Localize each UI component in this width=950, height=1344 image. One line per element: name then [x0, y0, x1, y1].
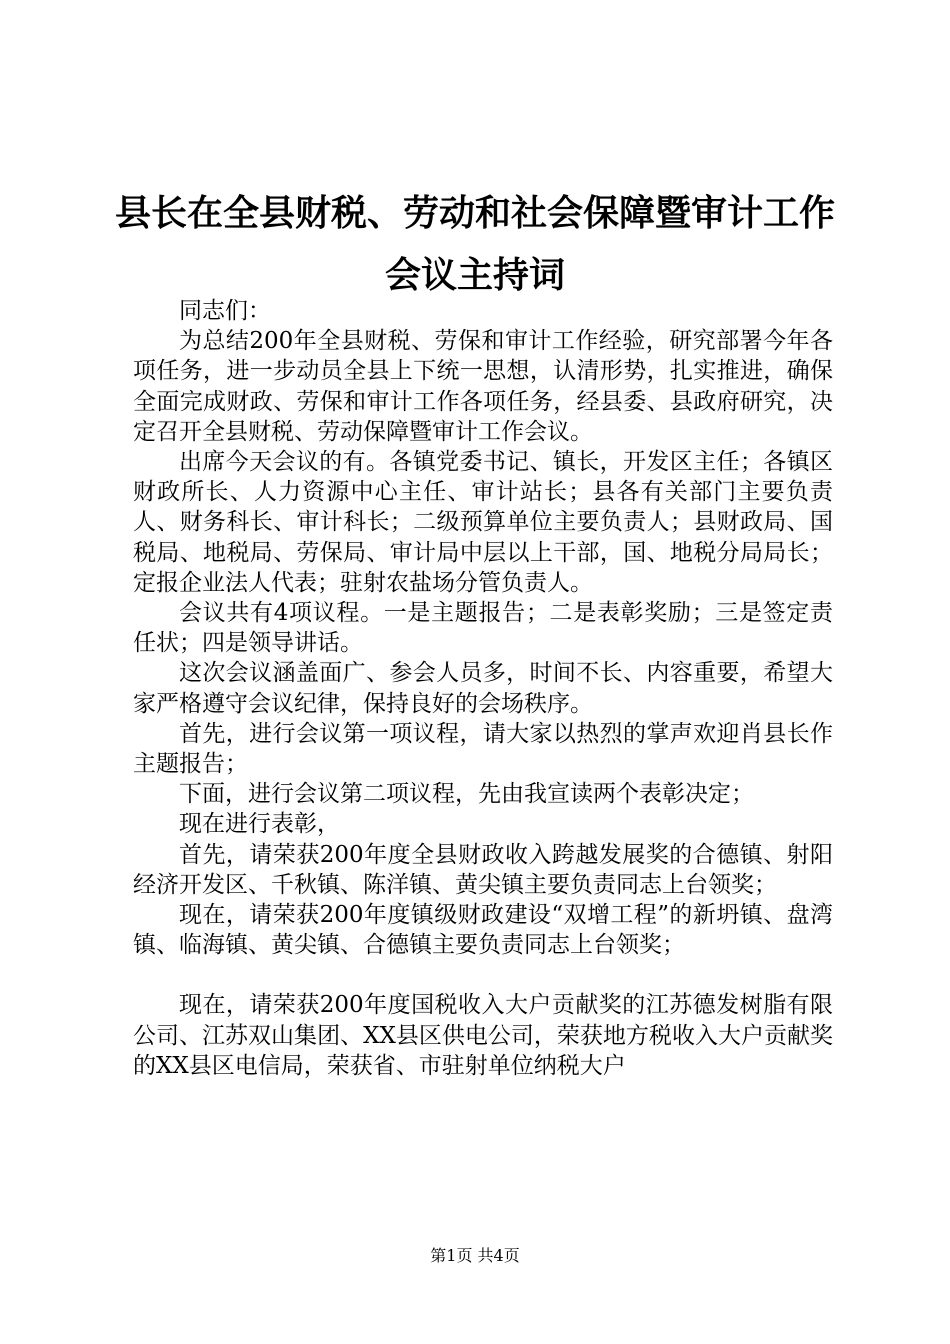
paragraph: 出席今天会议的有。各镇党委书记、镇长，开发区主任；各镇区财政所长、人力资源中心主任、审计站长；县各有关部门主要负责人、财务科长、审计科长；二级预算单位主要负责人；县财政局、国税局、地税局、劳保局、审计局中层以上干部，国、地税分局局长；定报企业法人代表；驻射农盐场分管负责人。 — [133, 449, 833, 596]
paragraph: 现在，请荣获200年度国税收入大户贡献奖的江苏德发树脂有限公司、江苏双山集团、XX县区供电公司，荣获地方税收入大户贡献奖的XX县区电信局，荣获省、市驻射单位纳税大户 — [133, 992, 833, 1079]
paragraph-salutation: 同志们： — [179, 298, 271, 324]
document-body — [133, 296, 833, 1081]
paragraph: 这次会议涵盖面广、参会人员多，时间不长、内容重要，希望大家严格遵守会议纪律，保持良好的会场秩序。 — [133, 660, 833, 717]
paragraph: 现在进行表彰， — [179, 811, 340, 838]
paragraph: 为总结200年全县财税、劳保和审计工作经验，研究部署今年各项任务，进一步动员全县上下统一思想，认清形势，扎实推进，确保全面完成财政、劳保和审计工作各项任务，经县委、县政府研究，决定召开全县财税、劳动保障暨审计工作会议。 — [133, 328, 833, 445]
title-line-2: 会议主持词 — [384, 254, 565, 296]
paragraph: 首先，请荣获200年度全县财政收入跨越发展奖的合德镇、射阳经济开发区、千秋镇、陈洋镇、黄尖镇主要负责同志上台领奖； — [133, 841, 833, 898]
paragraph: 首先，进行会议第一项议程，请大家以热烈的掌声欢迎肖县长作主题报告； — [133, 720, 833, 778]
paragraph: 会议共有4项议程。一是主题报告；二是表彰奖励；三是签定责任状；四是领导讲话。 — [133, 600, 833, 657]
title-line-1: 县长在全县财税、劳动和社会保障暨审计工作 — [114, 192, 835, 234]
paragraph: 现在，请荣获200年度镇级财政建设“双增工程”的新坍镇、盘湾镇、临海镇、黄尖镇、合德镇主要负责同志上台领奖； — [133, 902, 833, 959]
document-title — [100, 182, 850, 306]
page-number: 第1页 共4页 — [430, 1246, 520, 1265]
paragraph: 下面，进行会议第二项议程，先由我宣读两个表彰决定； — [179, 781, 754, 808]
